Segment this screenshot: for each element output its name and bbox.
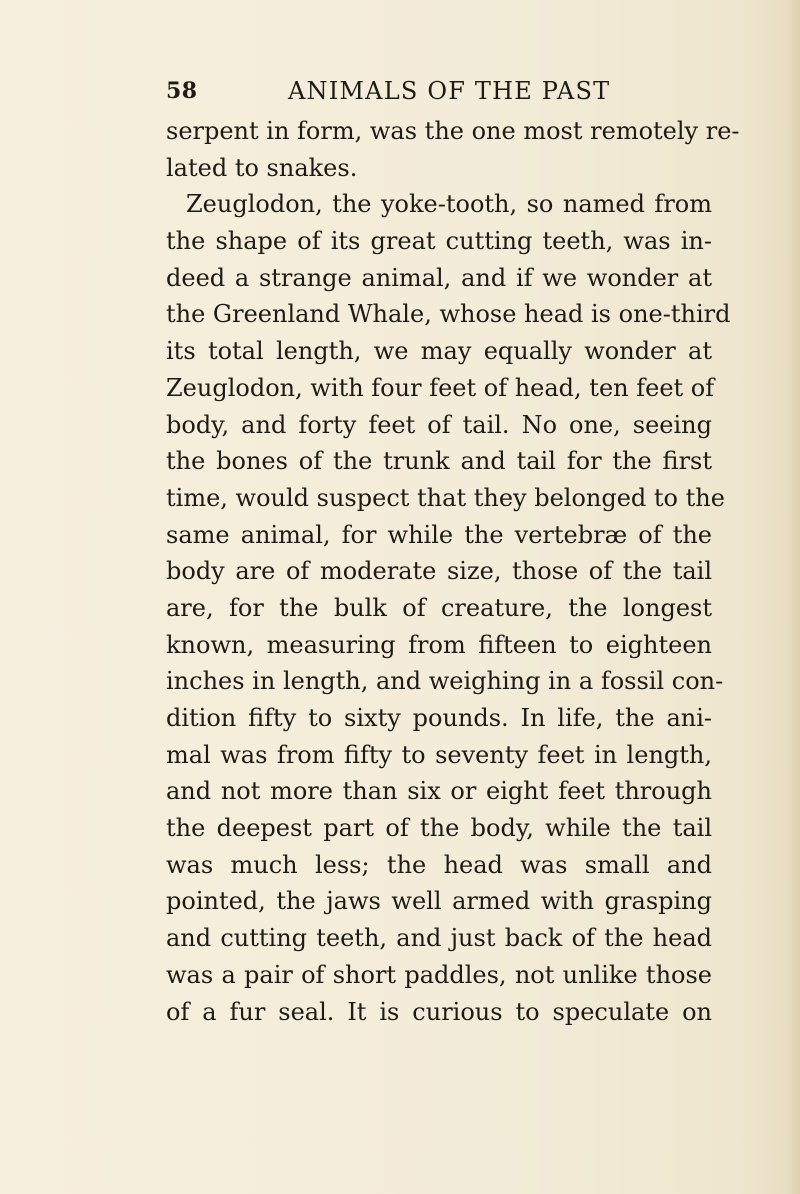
text-line: known, measuring from fifteen to eighteen — [166, 630, 712, 659]
text-line: Zeuglodon, with four feet of head, ten feet of — [166, 373, 715, 402]
text-line: mal was from fifty to seventy feet in length, — [166, 740, 712, 769]
page-number: 58 — [166, 78, 198, 104]
text-line: body, and forty feet of tail. No one, seeing — [166, 410, 712, 439]
text-line: was much less; the head was small and — [166, 850, 712, 879]
page-edge-shadow — [786, 0, 800, 1194]
text-line: the Greenland Whale, whose head is one-third — [166, 300, 731, 329]
body-text — [166, 113, 740, 1030]
text-line: lated to snakes. — [166, 153, 358, 182]
text-line: time, would suspect that they belonged to the — [166, 483, 725, 512]
text-line: same animal, for while the vertebræ of the — [166, 520, 712, 549]
text-line: body are of moderate size, those of the tail — [166, 557, 712, 586]
text-line: the bones of the trunk and tail for the first — [166, 447, 712, 476]
text-line: are, for the bulk of creature, the longest — [166, 593, 712, 622]
running-head — [166, 72, 706, 112]
text-line: inches in length, and weighing in a fossil con- — [166, 667, 724, 696]
text-line: Zeuglodon, the yoke-tooth, so named from — [186, 190, 712, 219]
text-line: deed a strange animal, and if we wonder at — [166, 263, 712, 292]
text-line: of a fur seal. It is curious to speculate on — [166, 997, 712, 1026]
text-line: serpent in form, was the one most remotely re- — [166, 117, 740, 145]
text-line: the shape of its great cutting teeth, was in- — [166, 227, 712, 256]
text-line: pointed, the jaws well armed with grasping — [166, 887, 712, 916]
text-line: and not more than six or eight feet through — [166, 777, 712, 806]
text-line: was a pair of short paddles, not unlike those — [166, 960, 712, 989]
text-line: dition fifty to sixty pounds. In life, the ani- — [166, 704, 712, 732]
text-line: the deepest part of the body, while the tail — [166, 814, 712, 843]
running-title: ANIMALS OF THE PAST — [288, 77, 611, 105]
text-line: and cutting teeth, and just back of the head — [166, 924, 712, 953]
text-line: its total length, we may equally wonder at — [166, 337, 712, 366]
